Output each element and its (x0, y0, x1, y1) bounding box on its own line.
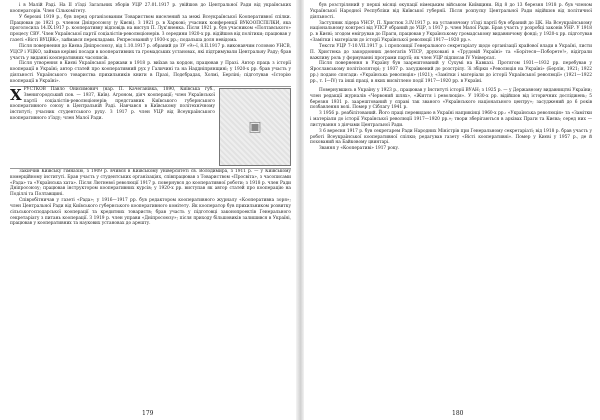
left-page (0, 0, 296, 420)
paragraph: Тексти УЦР 7-10.VII.1917 р. і пропозиції Генерального секретаріату щодо організації крайової влади в Україні, листи П. Христюка до закордонних делегатів УПСР, друковані в «Трудовій Україні» та «Борітеся—Поборете!», відіграли важливу роль у формуванні програми партії; як член УЦР підписав IV Універсал. (310, 43, 592, 61)
paragraph: Звання у «Кооперативі» 1917 року. (319, 146, 400, 152)
paragraph: З 1956 р. реабілітований. Його праці перевидано в Україні наприкінці 1960-х рр.: «Українська революція» та «Замітки і матеріали до історії Української революції 1917—1920 рр.»; твори зберігаються в архівах Праги та Києва; серед них — листування з діячами Центральної Ради. (310, 111, 592, 128)
paragraph: Закінчив Київську гімназію, з 1909 р. вчився в Київському університеті св. Володимира, з 1911 р. — у Київському комерційному інституті. Брав участь у студентських організаціях, співпрацював з Товариством «Просвіта», з часописами «Рада» та «Українська хата». Після Лютневої революції 1917 р. повернувся до кооперативної роботи; з 1918 р. член Ради Дніпросоюзу; працював інструктором кооперативних курсів; у 1920-х рр. виступав як автор статей про кооперацію на Поділлі та Полтавщині. (10, 168, 291, 198)
book-gutter (296, 0, 304, 420)
entry-header-text: РУСТКОВ Павло Онисимович (нар. П. Качеганівка, 1890, Київська губ., Звенигородський пов. — 1937, Київ). Агроном, діяч кооперації; член Української партії соціалістів-революціонерів; представник Київського губернського кооперативного союзу в Центральній Раді. Навчався в Київському політехнічному інституті; учасник студентського руху. З 1917 р. член УЦР від Всеукраїнського кооперативного з'їзду; член Малої Ради. (10, 86, 215, 122)
paragraph: Після повернення в Україну був заарештований у Сухумі на Кавказі. Протягом 1931—1932 рр. перебував у Ярославському політізоляторі; у 1937 р. засуджений до розстрілу. Зі збірки «Революція на Україні» (Берлін, 1921; 1922 рр.) подано спогади: «Українська революція» (1921); «Замітки і матеріали до історії Української революції» (1921—1922 рр., т. I—IV) та інші праці, в яких висвітлено події 1917—1920 рр. в Україні. (310, 61, 592, 84)
portrait-photo (219, 88, 291, 166)
page-number: 180 (452, 410, 464, 417)
right-page (304, 0, 600, 420)
paragraph: Співробітничав у газеті «Рада»; у 1916—1917 рр. був редактором кооперативного журналу «Кооперативна зоря»; член Центральної Ради від Київського губернського кооперативного комітету. Як кооператор був прихильником розвитку сільськогосподарської кооперації та кредитних товариств; брав участь у підготовці законопроектів Генерального секретаріату з питань кооперації. З 1919 р. член управи «Дніпросоюзу»; після приходу більшовиків залишився в Україні, працював у кооперативних та наукових установах до арешту. (10, 198, 291, 227)
paragraph: Після повернення до Києва Дніпросоюзу, від 1.10.1917 р. обраний до ЗУ «9»-ї, 8.II.1917 р. виконавчим головою УНСВ, УЦСР і УЦКО, займав керівні посади в кооперативних та громадських установах, які підтримували Центральну Раду; брав участь у виданні кооперативних часописів. (10, 43, 291, 61)
right-text-before (310, 3, 592, 85)
biography-entry (10, 86, 291, 169)
page-number: 179 (142, 410, 154, 417)
paragraph: був розстріляний у перші місяці окупації німецьким військом Київщини. Від 8 до 13 березня 1918 р. був членом Української Народної Республіки від Київської губернії. Після розпуску Центральної Ради відійшов від політичної діяльності. (310, 3, 592, 20)
paragraph: У березні 1919 р., був перед організованим Товариством виселений за межі Всеукраїнської Кооперативної спілки. Працював до 1921 р. членом Дніпросоюзу (у Києві). З 1921 р. в Харкові; учасник конференції ВУКООПСПІЛКИ, яка проголосила 14.IX.1917 р. кооперативну відповідь на виступ П. Лук'яненка. Після 1921 р. був учасником «Полтавського» процесу СВУ. Член Української партії соціалістів-революціонерів. З середини 1920-х рр. відійшов від політики; працював у газеті «Вісті ВУЦВК», займався перекладами. Репресований у 1930-х рр.; подальша доля невідома. (10, 14, 291, 44)
paragraph: Заступник лідера УНСР, П. Христюк 3.IV.1917 р. на установчому з'їзді партії був обраний до ЦК. На Всеукраїнському національному конгресі від УПСР обраний до УЦР, з 1917 р. член Малої Ради. Брав участь у розробці законів УНР. У 1918 р. в Києві; згодом емігрував до Праги, працював у Українському громадському видавничому фонді; у 1920-х рр. підготував «Замітки і матеріали до історії Української революції 1917—1920 рр.». (310, 20, 592, 44)
paragraph: З 6 вересня 1917 р. був секретарем Ради Народних Міністрів при Генеральному секретаріаті; від 1918 р. брав участь у роботі Всеукраїнської кооперативної спілки; редагував газету «Вісті кооперативні». Помер у Києві у 1957 р., де й похований на Байковому цвинтарі. (310, 128, 592, 146)
portrait-placeholder-icon: ▣ (248, 118, 262, 135)
left-text-before (10, 3, 291, 85)
right-text-after (310, 88, 592, 152)
paragraph: і в Малій Раді. На ІІ з'їзді Загальних зборів УЦР 27.01.1917 р. увійшов до Центральної Ради від українських кооператорів. Член Сількомітету. (10, 3, 291, 14)
left-text-after (10, 169, 291, 227)
entry-initial: Х (10, 85, 22, 104)
paragraph: Повернувшись в Україну у 1923 р., працював у Інституті історії ВУАН; з 1925 р. — у Державному видавництві України; член редакції журналів «Червоний шлях», «Життя і революція». У 1930-х рр. відійшов від історичних досліджень; 5 березня 1931 р. заарештований у справі так званого «Українського національного центру»; засуджений до 6 років позбавлення волі. Помер у Сіблагу 1941 р. (310, 87, 592, 111)
paragraph: Після утворення в Києві Української держави в 1918 р. виїхав за кордон, працював у Празі. Автор праць з історії кооперації в Україні; автор статей про кооперативний рух у Галичині та на Наддніпрянщині; у 1920-х рр. брав участь у діяльності Українського товариства прихильників книги в Празі, Подєбрадах, Холмі, Берліні; підготував «Історію кооперації в Україні». (10, 61, 291, 84)
